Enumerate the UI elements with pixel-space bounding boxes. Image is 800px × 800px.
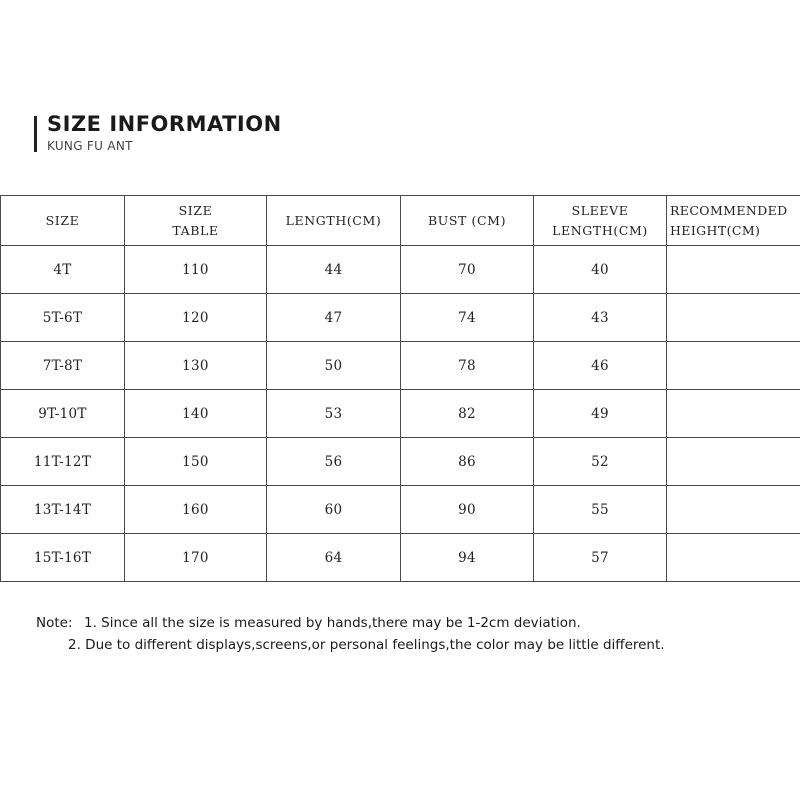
cell-height — [667, 342, 800, 390]
cell-size: 13T-14T — [1, 486, 125, 534]
note-item — [36, 634, 665, 656]
column-header-bust: BUST (CM) — [401, 196, 534, 246]
note-text: 1. Since all the size is measured by hands,there may be 1-2cm deviation. — [84, 615, 581, 631]
cell-sleeve: 57 — [534, 534, 667, 582]
table-row — [1, 534, 800, 582]
table-row — [1, 486, 800, 534]
note-item — [36, 612, 665, 634]
column-header-size: SIZE — [1, 196, 125, 246]
cell-length: 60 — [267, 486, 401, 534]
column-header-size-table: SIZE TABLE — [125, 196, 267, 246]
table-row — [1, 438, 800, 486]
page-title: SIZE INFORMATION — [47, 112, 282, 136]
table-row — [1, 294, 800, 342]
cell-size: 15T-16T — [1, 534, 125, 582]
brand-subtitle: KUNG FU ANT — [47, 139, 133, 153]
cell-height — [667, 294, 800, 342]
cell-bust: 78 — [401, 342, 534, 390]
cell-length: 44 — [267, 246, 401, 294]
cell-bust: 90 — [401, 486, 534, 534]
size-table — [0, 195, 800, 582]
cell-sleeve: 55 — [534, 486, 667, 534]
cell-length: 56 — [267, 438, 401, 486]
cell-bust: 82 — [401, 390, 534, 438]
cell-height — [667, 534, 800, 582]
cell-sleeve: 40 — [534, 246, 667, 294]
table-row — [1, 246, 800, 294]
cell-size: 5T-6T — [1, 294, 125, 342]
cell-sleeve: 46 — [534, 342, 667, 390]
cell-size: 7T-8T — [1, 342, 125, 390]
cell-bust: 70 — [401, 246, 534, 294]
cell-size-table: 150 — [125, 438, 267, 486]
cell-size: 11T-12T — [1, 438, 125, 486]
cell-size: 4T — [1, 246, 125, 294]
cell-length: 47 — [267, 294, 401, 342]
cell-sleeve: 52 — [534, 438, 667, 486]
note-text: 2. Due to different displays,screens,or personal feelings,the color may be little different. — [68, 637, 665, 653]
table-row — [1, 390, 800, 438]
cell-bust: 86 — [401, 438, 534, 486]
cell-sleeve: 49 — [534, 390, 667, 438]
cell-length: 50 — [267, 342, 401, 390]
cell-size-table: 170 — [125, 534, 267, 582]
cell-size-table: 120 — [125, 294, 267, 342]
cell-bust: 74 — [401, 294, 534, 342]
cell-length: 64 — [267, 534, 401, 582]
cell-size-table: 110 — [125, 246, 267, 294]
cell-height — [667, 390, 800, 438]
cell-height — [667, 438, 800, 486]
column-header-recommended-height: RECOMMENDED HEIGHT(CM) — [667, 196, 800, 246]
cell-bust: 94 — [401, 534, 534, 582]
title-accent-bar — [34, 116, 37, 152]
table-header-row — [1, 196, 800, 246]
column-header-length: LENGTH(CM) — [267, 196, 401, 246]
note-label: Note: — [36, 615, 73, 631]
cell-sleeve: 43 — [534, 294, 667, 342]
cell-size-table: 130 — [125, 342, 267, 390]
cell-size: 9T-10T — [1, 390, 125, 438]
cell-length: 53 — [267, 390, 401, 438]
table-row — [1, 342, 800, 390]
cell-height — [667, 486, 800, 534]
notes-section — [36, 612, 665, 656]
cell-size-table: 140 — [125, 390, 267, 438]
cell-height — [667, 246, 800, 294]
column-header-sleeve-length: SLEEVE LENGTH(CM) — [534, 196, 667, 246]
cell-size-table: 160 — [125, 486, 267, 534]
